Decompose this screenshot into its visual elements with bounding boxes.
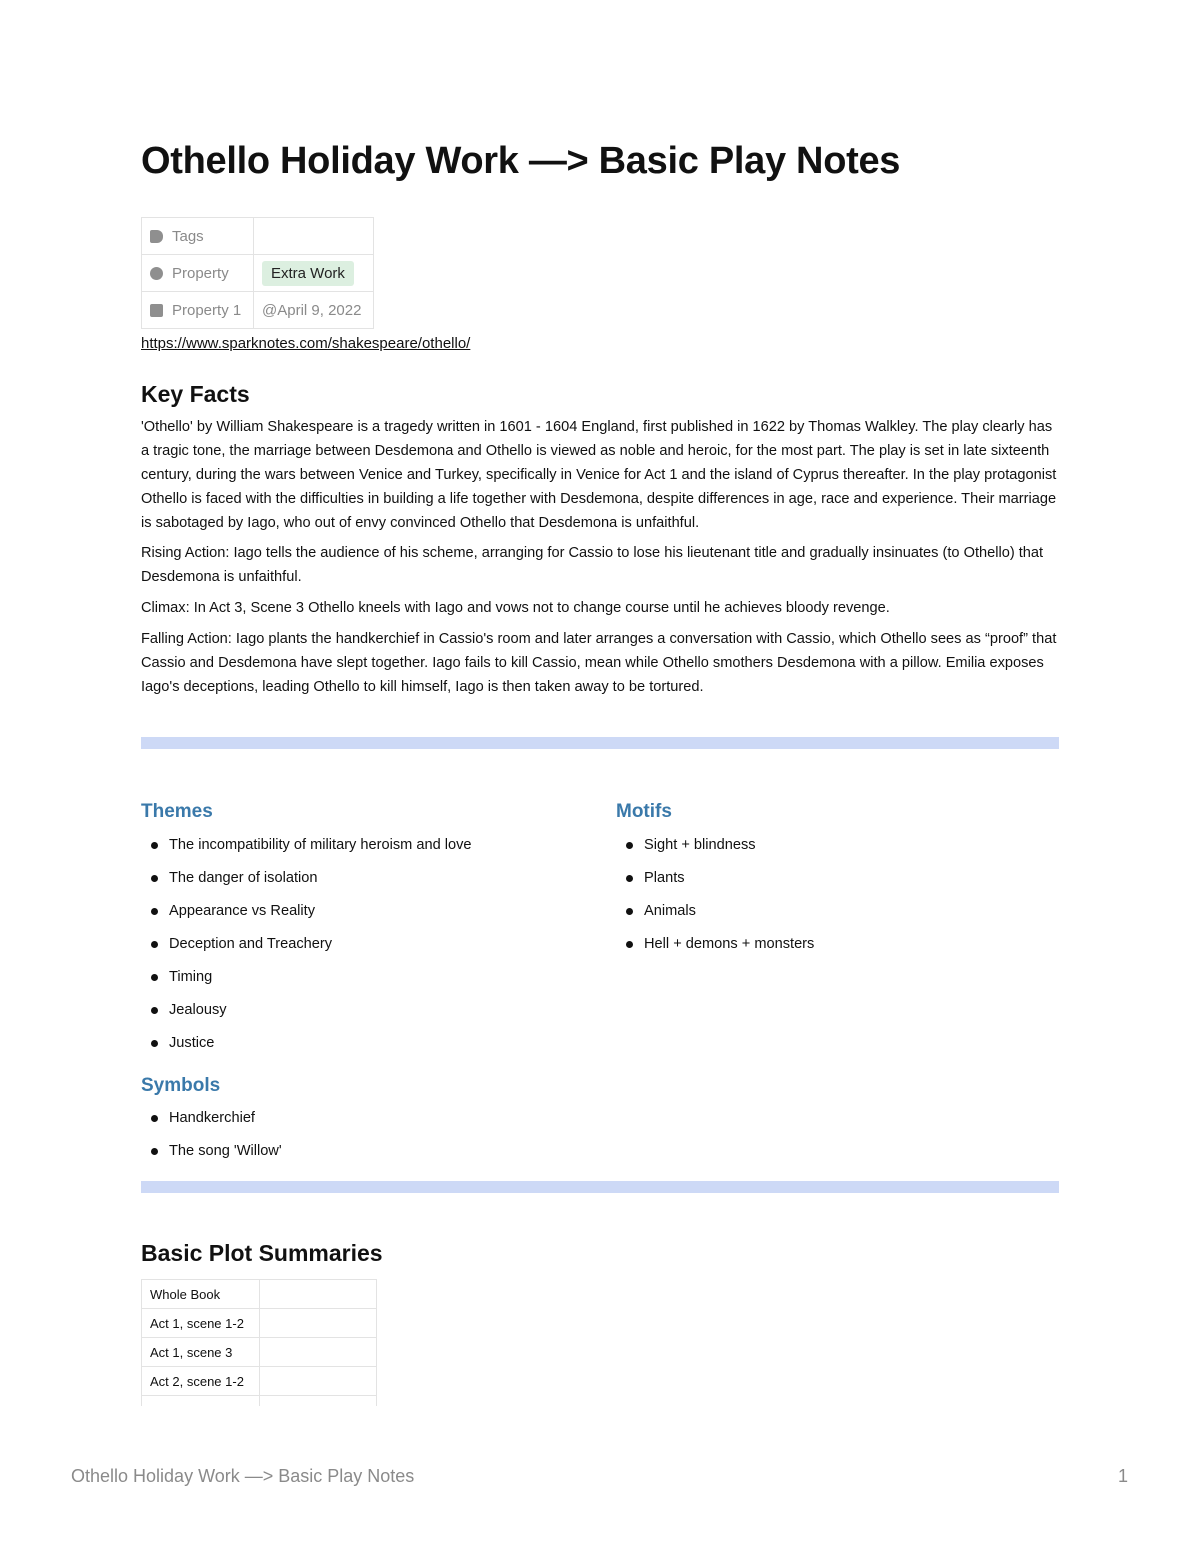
table-cell-empty[interactable]	[260, 1280, 377, 1309]
status-badge[interactable]: Extra Work	[262, 261, 354, 286]
sparknotes-link[interactable]: https://www.sparknotes.com/shakespeare/othello/	[141, 335, 471, 352]
climax-paragraph: Climax: In Act 3, Scene 3 Othello kneels with Iago and vows not to change course until he achieves bloody revenge.	[141, 600, 890, 616]
table-row[interactable]	[142, 1309, 377, 1338]
table-row[interactable]	[142, 1338, 377, 1367]
properties-table	[141, 217, 374, 329]
list-item: Sight + blindness	[616, 835, 814, 868]
table-cell-empty[interactable]	[260, 1338, 377, 1367]
table-cell: Whole Book	[142, 1280, 260, 1309]
list-item: Appearance vs Reality	[141, 901, 472, 934]
list-item: Plants	[616, 868, 814, 901]
table-cell-empty[interactable]	[260, 1367, 377, 1396]
table-cell: Act 2, scene 1-2	[142, 1367, 260, 1396]
list-item: Hell + demons + monsters	[616, 934, 814, 967]
list-item: Jealousy	[141, 1000, 472, 1033]
plot-summaries-heading: Basic Plot Summaries	[141, 1240, 383, 1266]
table-cell: Act 1, scene 1-2	[142, 1309, 260, 1338]
key-facts-heading: Key Facts	[141, 381, 250, 407]
property-row-property[interactable]	[142, 255, 374, 292]
calendar-icon	[150, 304, 163, 317]
key-facts-intro: 'Othello' by William Shakespeare is a tragedy written in 1601 - 1604 England, first published in 1622 by Thomas Walkley. The play clearly has a tragic tone, the marriage between Desdemona and Othello is viewed as noble and heroic, for the most part. The play is set in late sixteenth century, during the wars between Venice and Turkey, specifically in Venice for Act 1 and the island of Cyprus thereafter. In the play protagonist Othello is faced with the difficulties in building a life together with Desdemona, despite differences in age, race and experience. Their marriage is sabotaged by Iago, who out of envy convinced Othello that Desdemona is unfaithful.	[141, 419, 1057, 531]
list-item: The danger of isolation	[141, 868, 472, 901]
property-value-empty[interactable]	[254, 218, 374, 255]
section-divider	[141, 1181, 1059, 1193]
list-item: Justice	[141, 1033, 472, 1066]
date-value[interactable]: @April 9, 2022	[262, 301, 362, 319]
falling-action-paragraph: Falling Action: Iago plants the handkerchief in Cassio's room and later arranges a conversation with Cassio, which Othello sees as “proof” that Cassio and Desdemona have slept together. Iago fails to kill Cassio, mean while Othello smothers Desdemona with a pillow. Emilia exposes Iago's deceptions, leading Othello to kill himself, Iago is then taken away to be tortured.	[141, 631, 1057, 695]
property-key: Property	[172, 264, 229, 282]
tag-icon	[150, 230, 163, 243]
list-item: Timing	[141, 967, 472, 1000]
list-item: Animals	[616, 901, 814, 934]
property-key: Property 1	[172, 301, 242, 319]
status-icon	[150, 267, 163, 280]
themes-heading: Themes	[141, 801, 213, 822]
themes-list	[141, 835, 472, 1066]
list-item: Deception and Treachery	[141, 934, 472, 967]
property-key: Tags	[172, 227, 204, 245]
section-divider	[141, 737, 1059, 749]
table-row[interactable]	[142, 1367, 377, 1396]
plot-summaries-table	[141, 1279, 377, 1406]
footer-title: Othello Holiday Work —> Basic Play Notes	[71, 1466, 415, 1486]
list-item: Handkerchief	[141, 1108, 282, 1141]
property-row-tags[interactable]	[142, 218, 374, 255]
symbols-list	[141, 1108, 282, 1174]
symbols-heading: Symbols	[141, 1075, 221, 1096]
list-item: The song 'Willow'	[141, 1141, 282, 1174]
page-number: 1	[1117, 1466, 1128, 1486]
list-item: The incompatibility of military heroism and love	[141, 835, 472, 868]
table-row-cut	[142, 1396, 377, 1407]
page-title: Othello Holiday Work —> Basic Play Notes	[141, 140, 901, 182]
motifs-heading: Motifs	[616, 801, 672, 822]
rising-action-paragraph: Rising Action: Iago tells the audience of his scheme, arranging for Cassio to lose his lieutenant title and gradually insinuates (to Othello) that Desdemona is unfaithful.	[141, 545, 1044, 585]
table-cell-empty[interactable]	[260, 1309, 377, 1338]
table-cell: Act 1, scene 3	[142, 1338, 260, 1367]
motifs-list	[616, 835, 814, 967]
table-row[interactable]	[142, 1280, 377, 1309]
property-row-property-1[interactable]	[142, 292, 374, 329]
